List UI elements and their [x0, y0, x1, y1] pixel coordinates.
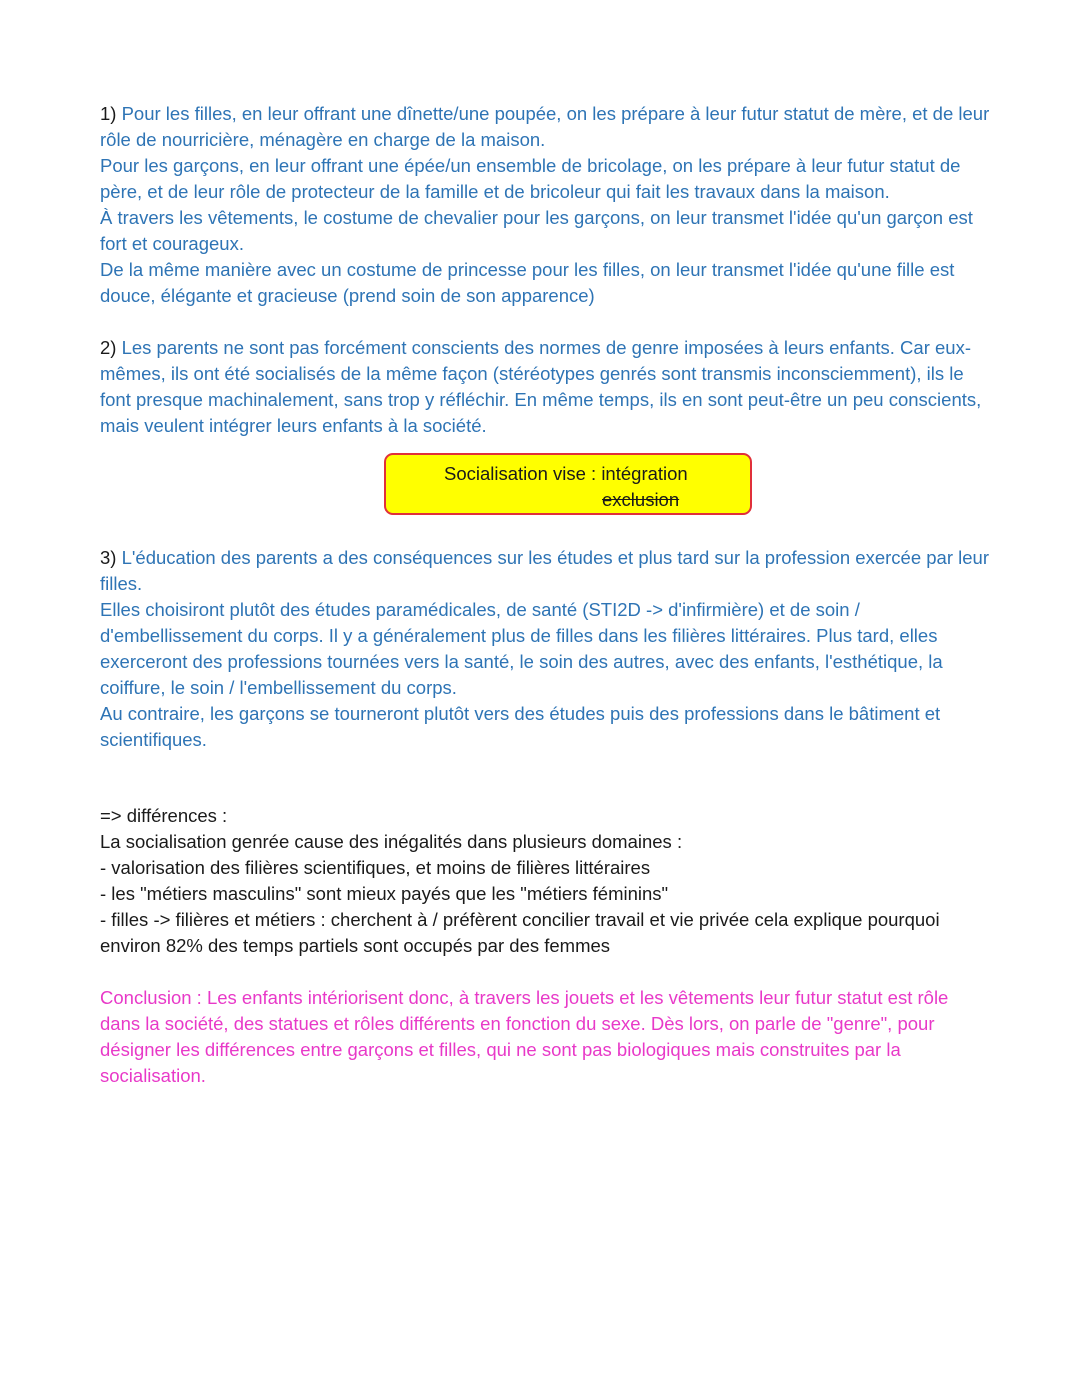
- answer-1: [100, 101, 990, 309]
- answer-1-paragraph-3: À travers les vêtements, le costume de chevalier pour les garçons, on leur transmet l'idée qu'un garçon est fort et courageux.: [100, 207, 973, 254]
- answer-1-number: 1): [100, 103, 117, 124]
- callout-container: [100, 453, 990, 531]
- conclusion-paragraph: Conclusion : Les enfants intériorisent donc, à travers les jouets et les vêtements leur futur statut est rôle dans la société, des statues et rôles différents en fonction du sexe. Dès lors, on parle de "genre", pour désigner les différences entre garçons et filles, qui ne sont pas biologiques mais construites par la socialisation.: [100, 987, 949, 1086]
- differences-item: - filles -> filières et métiers : cherchent à / préfèrent concilier travail et vie privée cela explique pourquoi environ 82% des temps partiels sont occupés par des femmes: [100, 909, 940, 956]
- answer-2: [100, 335, 990, 439]
- answer-1-paragraph-1: 1) Pour les filles, en leur offrant une dînette/une poupée, on les prépare à leur futur statut de mère, et de leur rôle de nourricière, ménagère en charge de la maison.: [100, 103, 990, 150]
- answer-3-number: 3): [100, 547, 117, 568]
- answer-2-paragraph: 2) Les parents ne sont pas forcément conscients des normes de genre imposées à leurs enfants. Car eux-mêmes, ils ont été socialisés de la même façon (stéréotypes genrés sont transmis inconsciemment), ils le font presque machinalement, sans trop y réfléchir. En même temps, ils en sont peut-être un peu conscients, mais veulent intégrer leurs enfants à la société.: [100, 337, 982, 436]
- answer-3: [100, 545, 990, 753]
- answer-3-paragraph-3: Au contraire, les garçons se tourneront plutôt vers des études puis des professions dans le bâtiment et scientifiques.: [100, 703, 941, 750]
- callout-line-exclusion-struck: exclusion: [602, 489, 680, 510]
- callout-box: [384, 453, 752, 515]
- answer-1-paragraph-2: Pour les garçons, en leur offrant une épée/un ensemble de bricolage, on les prépare à leur futur statut de père, et de leur rôle de protecteur de la famille et de bricoleur qui fait les travaux dans la maison.: [100, 155, 961, 202]
- differences-item: - les "métiers masculins" sont mieux payés que les "métiers féminins": [100, 883, 669, 904]
- callout-line-integration: Socialisation vise : intégration: [444, 463, 688, 484]
- answer-3-paragraph-1: 3) L'éducation des parents a des conséquences sur les études et plus tard sur la profession exercée par leur filles.: [100, 547, 989, 594]
- document-page: [100, 101, 990, 1089]
- differences-section: [100, 803, 990, 959]
- differences-heading: => différences :: [100, 805, 228, 826]
- answer-3-paragraph-2: Elles choisiront plutôt des études paramédicales, de santé (STI2D -> d'infirmière) et de soin / d'embellissement du corps. Il y a généralement plus de filles dans les filières littéraires. Plus tard, elles exerceront des professions tournées vers la santé, le soin des autres, avec des enfants, l'esthétique, la coiffure, le soin / l'embellissement du corps.: [100, 599, 943, 698]
- answer-1-paragraph-4: De la même manière avec un costume de princesse pour les filles, on leur transmet l'idée qu'une fille est douce, élégante et gracieuse (prend soin de son apparence): [100, 259, 955, 306]
- differences-intro: La socialisation genrée cause des inégalités dans plusieurs domaines :: [100, 831, 683, 852]
- answer-2-number: 2): [100, 337, 117, 358]
- differences-item: - valorisation des filières scientifiques, et moins de filières littéraires: [100, 857, 651, 878]
